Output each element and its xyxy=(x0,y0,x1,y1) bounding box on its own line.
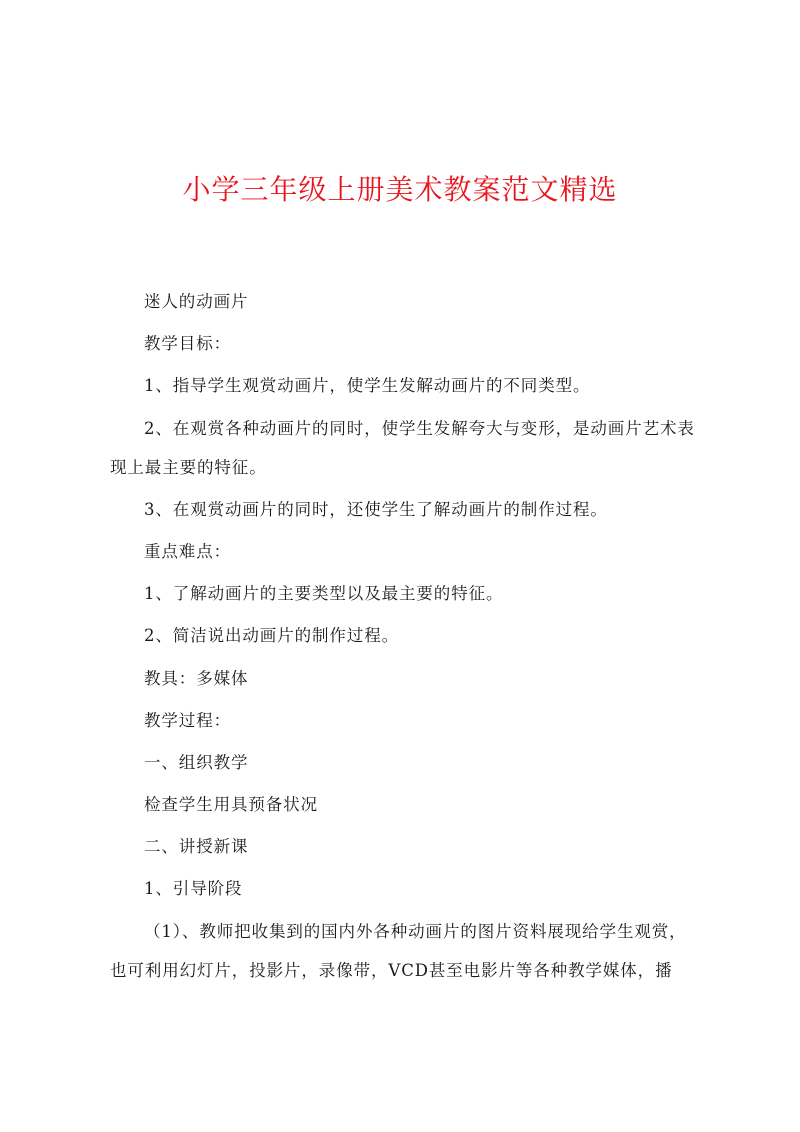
paragraph-teaching-aids: 教具：多媒体 xyxy=(144,668,249,688)
paragraph-check-supplies: 检查学生用具预备状况 xyxy=(144,795,318,815)
paragraph-goals-heading: 教学目标： xyxy=(144,334,231,354)
paragraph-section-2: 二、讲授新课 xyxy=(144,837,249,857)
paragraph-goal-3: 3、在观赏动画片的同时，还使学生了解动画片的制作过程。 xyxy=(144,499,608,519)
document-body xyxy=(110,282,700,990)
paragraph-key-points-heading: 重点难点： xyxy=(144,541,231,561)
paragraph-process-heading: 教学过程： xyxy=(144,710,231,730)
paragraph-guide-step-1: （1）、教师把收集到的国内外各种动画片的图片资料展现给学生观赏，也可利用幻灯片，投影片，录像带，VCD甚至电影片等各种教学媒体，播 xyxy=(110,921,687,980)
paragraph-key-point-1: 1、了解动画片的主要类型以及最主要的特征。 xyxy=(144,584,504,604)
paragraph-goal-1: 1、指导学生观赏动画片，使学生发解动画片的不同类型。 xyxy=(144,376,591,396)
paragraph-key-point-2: 2、简洁说出动画片的制作过程。 xyxy=(144,626,399,646)
paragraph-goal-2: 2、在观赏各种动画片的同时，使学生发解夸大与变形，是动画片艺术表现上最主要的特征。 xyxy=(110,418,695,477)
paragraph-lesson-name: 迷人的动画片 xyxy=(144,292,249,311)
paragraph-guide-stage: 1、引导阶段 xyxy=(144,879,243,899)
document-title: 小学三年级上册美术教案范文精选 xyxy=(182,173,618,206)
paragraph-section-1: 一、组织教学 xyxy=(144,752,249,772)
